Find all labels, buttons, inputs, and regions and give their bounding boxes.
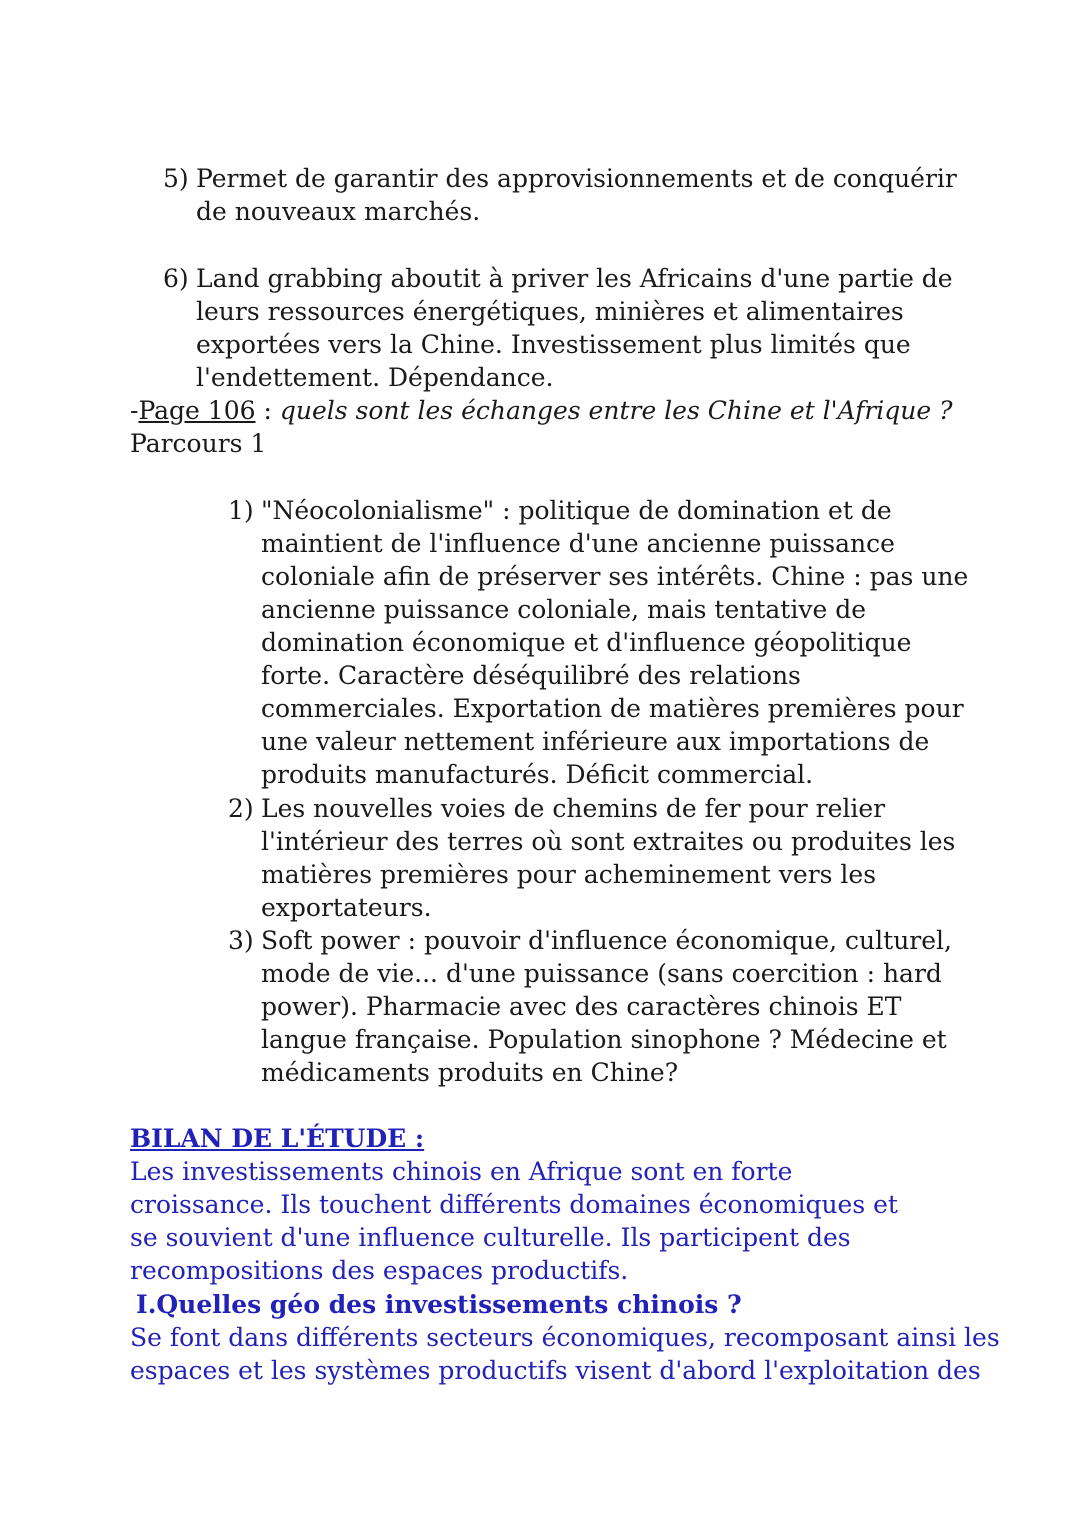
- page-ref-link[interactable]: Page 106: [138, 396, 256, 425]
- item-text: Soft power : pouvoir d'influence économique, culturel, mode de vie... d'une puissance (sans coercition : hard power). Pharmacie avec des caractères chinois ET langue française. Population sinophone ? Médecine et médicaments produits en Chine?: [261, 926, 952, 1087]
- item-text: "Néocolonialisme" : politique de domination et de maintient de l'influence d'une ancienne puissance coloniale afin de préserver ses intérêts. Chine : pas une ancienne puissance coloniale, mais tentative de domination économique et d'influence géopolitique forte. Caractère déséquilibré des relations commerciales. Exportation de matières premières pour une valeur nettement inférieure aux importations de produits manufacturés. Déficit commercial.: [261, 496, 969, 789]
- item-text: Land grabbing aboutit à priver les Africains d'une partie de leurs ressources énergétiques, minières et alimentaires exportées vers la Chine. Investissement plus limités que l'endettement. Dépendance.: [196, 264, 953, 392]
- list-item-5: [163, 162, 983, 228]
- parcours-label: Parcours 1: [130, 429, 267, 458]
- bilan-heading: BILAN DE L'ÉTUDE :: [130, 1124, 425, 1153]
- list-item-6: [163, 262, 983, 394]
- page-reference: [130, 394, 1010, 427]
- page-ref-separator: :: [255, 396, 280, 425]
- item-number: 2): [228, 794, 254, 823]
- item-text: Permet de garantir des approvisionnements et de conquérir de nouveaux marchés.: [196, 164, 957, 226]
- item-number: 6): [163, 264, 189, 293]
- bilan-text: Les investissements chinois en Afrique sont en forte croissance. Ils touchent différents domaines économiques et se souvient d'une influence culturelle. Ils participent des recompositions des espaces productifs.: [130, 1157, 898, 1285]
- page-ref-question: quels sont les échanges entre les Chine et l'Afrique ?: [279, 396, 953, 425]
- section-subtext: Se font dans différents secteurs économiques, recomposant ainsi les espaces et les systèmes productifs visent d'abord l'exploitation des: [130, 1323, 1000, 1385]
- list-item-3: [228, 924, 988, 1089]
- page-ref-prefix: -: [130, 396, 139, 425]
- list-item-2: [228, 792, 988, 924]
- section-subheading: I.Quelles géo des investissements chinois ?: [136, 1290, 742, 1319]
- item-text: Les nouvelles voies de chemins de fer pour relier l'intérieur des terres où sont extraites ou produites les matières premières pour acheminement vers les exportateurs.: [261, 794, 956, 922]
- item-number: 5): [163, 164, 189, 193]
- item-number: 1): [228, 496, 254, 525]
- list-item-1: [228, 494, 988, 791]
- item-number: 3): [228, 926, 254, 955]
